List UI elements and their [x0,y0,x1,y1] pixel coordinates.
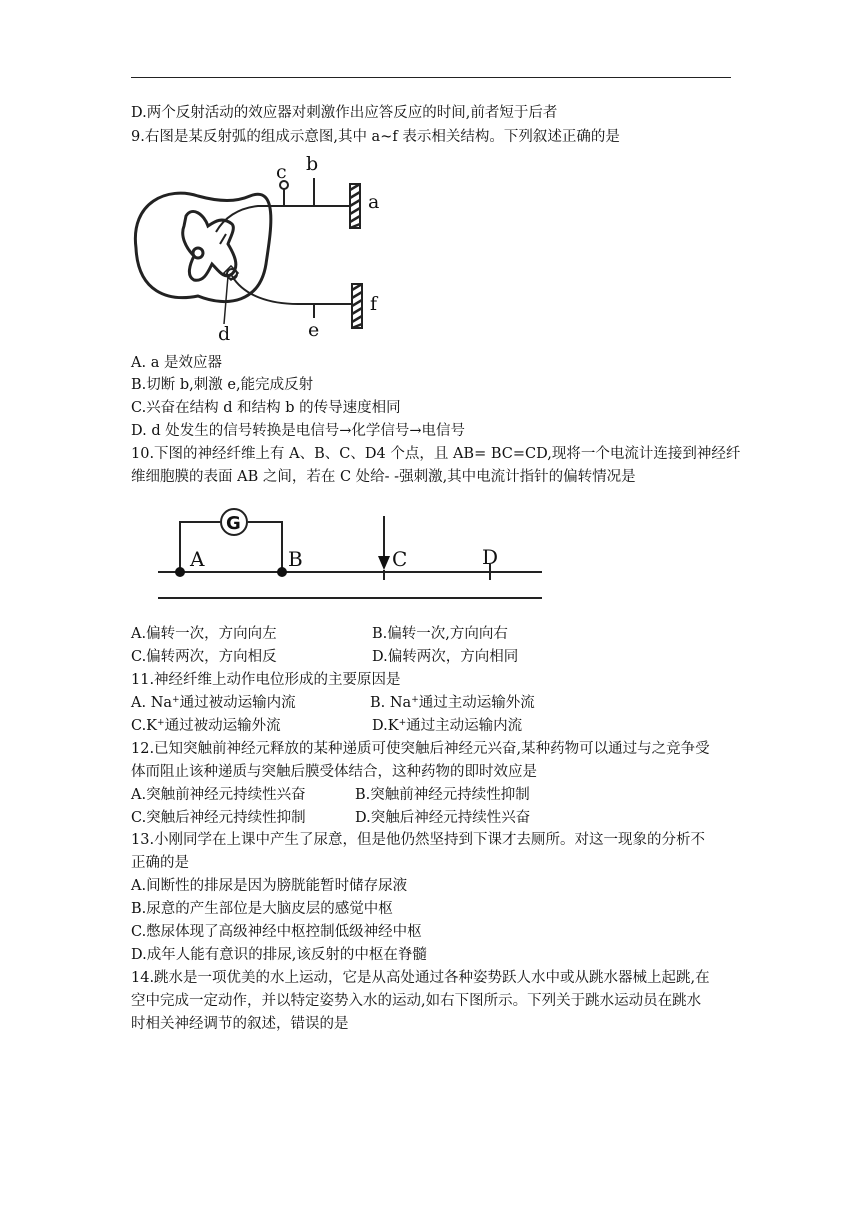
q9-option-b: B.切断 b,刺激 e,能完成反射 [131,377,314,393]
point-b-label: B [288,547,303,571]
q11-option-d: D.K+通过主动运输内流 [372,718,523,734]
q12-option-d: D.突触后神经元持续性兴奋 [355,810,531,826]
point-c-label: C [392,547,408,571]
q10-option-d: D.偏转两次，方向相同 [372,649,519,665]
q12-options-row2 [131,807,530,829]
q10-options-row2 [131,646,518,668]
q10-options-row1 [131,623,508,645]
galvanometer-label: G [226,513,241,534]
label-d: d [218,323,231,344]
q12-option-b: B.突触前神经元持续性抑制 [355,787,530,803]
nerve-fiber-figure [150,502,550,604]
point-a-label: A [190,547,205,571]
q9-option-a: A. a 是效应器 [131,355,222,371]
header-rule [131,77,731,78]
label-e: e [308,319,320,341]
reflex-arc-figure [128,152,390,344]
q12-options-row1 [131,784,530,806]
q9-option-d: D. d 处发生的信号转换是电信号→化学信号→电信号 [131,423,466,439]
q13-option-b: B.尿意的产生部位是大脑皮层的感觉中枢 [131,901,393,917]
q13-option-d: D.成年人能有意识的排尿,该反射的中枢在脊髓 [131,947,427,963]
q11-options-row2 [131,715,522,737]
spinal-cord-outline [135,193,270,301]
point-b-dot [277,567,287,577]
q13-option-a: A.间断性的排尿是因为膀胱能暂时储存尿液 [131,878,408,894]
q13-option-c: C.憋尿体现了高级神经中枢控制低级神经中枢 [131,924,422,940]
q11-option-b: B. Na+通过主动运输外流 [370,695,535,711]
q9-stem: 9.右图是某反射弧的组成示意图,其中 a~f 表示相关结构。下列叙述正确的是 [131,129,620,145]
q11-option-c: C.K+通过被动运输外流 [131,718,281,734]
label-c: c [276,161,287,183]
central-canal [193,248,203,258]
q10-stem-line2: 维细胞膜的表面 AB 之间，若在 C 处给- -强刺激,其中电流计指针的偏转情况是 [131,469,636,485]
q8-option-d: D.两个反射活动的效应器对刺激作出应答反应的时间,前者短于后者 [131,105,558,121]
q10-option-a: A.偏转一次，方向向左 [131,626,277,642]
q14-stem-line3: 时相关神经调节的叙述，错误的是 [131,1016,349,1032]
q12-option-a: A.突触前神经元持续性兴奋 [131,787,306,803]
label-a: a [368,191,380,213]
q10-option-b: B.偏转一次,方向向右 [372,626,508,642]
point-d-label: D [482,545,499,569]
q11-options-row1 [131,692,535,714]
efferent-nerve [232,276,352,304]
q11-stem: 11.神经纤维上动作电位形成的主要原因是 [131,672,401,688]
stimulus-arrow [378,556,390,570]
q11-option-a: A. Na+通过被动运输内流 [131,695,296,711]
q12-stem-line2: 体而阻止该种递质与突触后膜受体结合，这种药物的即时效应是 [131,764,537,780]
q14-stem-line2: 空中完成一定动作，并以特定姿势入水的运动,如右下图所示。下列关于跳水运动员在跳水 [131,993,702,1009]
q14-stem-line1: 14.跳水是一项优美的水上运动，它是从高处通过各种姿势跃人水中或从跳水器械上起跳,在 [131,970,710,986]
q12-stem-line1: 12.已知突触前神经元释放的某种递质可使突触后神经元兴奋,某种药物可以通过与之竞争受 [131,741,710,757]
q10-stem-line1: 10.下图的神经纤维上有 A、B、C、D4 个点，且 AB= BC=CD,现将一个电流计连接到神经纤 [131,446,741,462]
q9-option-c: C.兴奋在结构 d 和结构 b 的传导速度相同 [131,400,401,416]
q13-stem-line2: 正确的是 [131,855,189,871]
q13-stem-line1: 13.小刚同学在上课中产生了尿意，但是他仍然坚持到下课才去厕所。对这一现象的分析不 [131,832,706,848]
afferent-nerve [216,206,350,232]
q10-option-c: C.偏转两次，方向相反 [131,649,277,665]
point-a-dot [175,567,185,577]
q12-option-c: C.突触后神经元持续性抑制 [131,810,306,826]
label-b: b [306,153,319,175]
label-f: f [370,293,378,315]
